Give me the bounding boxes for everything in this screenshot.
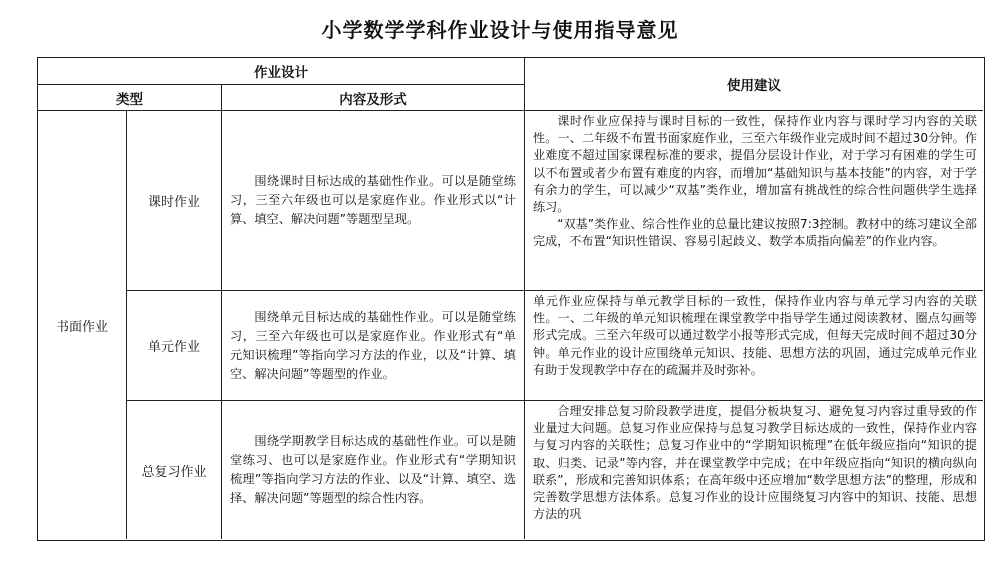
row-type-review: 总复习作业 xyxy=(127,401,222,539)
header-advice: 使用建议 xyxy=(525,58,983,111)
row-advice-unit xyxy=(525,291,983,401)
advice-paragraph: 课时作业应保持与课时目标的一致性，保持作业内容与课时学习内容的关联性。一、二年级不布置书面家庭作业，三至六年级作业完成时间不超过30分钟。作业难度不超过国家课程标准的要求，提倡分层设计作业，对于学习有困难的学生可以不布置或者少布置有难度的内容，而增加“基础知识与基本技能”的内容，对于学有余力的学生，可以减少“双基”类作业，增加富有挑战性的综合性问题供学生选择练习。 xyxy=(533,114,977,215)
header-design: 作业设计 xyxy=(38,58,525,85)
row-content-review xyxy=(222,401,525,539)
advice-paragraph: “双基”类作业、综合性作业的总量比建议按照7:3控制。教材中的练习建议全部完成，不布置“知识性错误、容易引起歧义、数学本质指向偏差”的作业内容。 xyxy=(533,217,977,249)
guidance-table xyxy=(37,57,985,541)
row-content-lesson xyxy=(222,111,525,291)
content-text: 围绕课时目标达成的基础性作业。可以是随堂练习，三至六年级也可以是家庭作业。作业形式以“计算、填空、解决问题”等题型呈现。 xyxy=(230,174,516,226)
row-advice-review xyxy=(525,401,983,539)
header-type: 类型 xyxy=(38,85,222,111)
category-written: 书面作业 xyxy=(38,111,127,539)
content-text: 围绕单元目标达成的基础性作业。可以是随堂练习，三至六年级也可以是家庭作业。作业形式有“单元知识梳理”等指向学习方法的作业，以及“计算、填空、解决问题”等题型的作业。 xyxy=(230,309,516,381)
row-advice-lesson xyxy=(525,111,983,291)
content-text: 围绕学期教学目标达成的基础性作业。可以是随堂练习、也可以是家庭作业。作业形式有“学期知识梳理”等指向学习方法的作业、以及“计算、填空、选择、解决问题”等题型的综合性内容。 xyxy=(230,434,516,505)
advice-paragraph: 单元作业应保持与单元教学目标的一致性，保持作业内容与单元学习内容的关联性。一、二年级的单元知识梳理在课堂教学中指导学生通过阅读教材、圈点勾画等形式完成。三至六年级可以通过数学小报等形式完成，但每天完成时间不超过30分钟。单元作业的设计应围绕单元知识、技能、思想方法的巩固，通过完成单元作业有助于发现教学中存在的疏漏并及时弥补。 xyxy=(533,294,977,377)
page-title: 小学数学学科作业设计与使用指导意见 xyxy=(321,18,679,42)
row-type-lesson: 课时作业 xyxy=(127,111,222,291)
header-content: 内容及形式 xyxy=(222,85,525,111)
row-type-unit: 单元作业 xyxy=(127,291,222,401)
advice-paragraph: 合理安排总复习阶段教学进度，提倡分板块复习、避免复习内容过重导致的作业量过大问题。总复习作业应保持与总复习教学目标达成的一致性，保持作业内容与复习内容的关联性；总复习作业中的“学期知识梳理”在低年级应指向“知识的提取、归类、记录”等内容，并在课堂教学中完成；在中年级应指向“知识的横向纵向联系”，形成和完善知识体系；在高年级中还应增加“数学思想方法”的整理，形成和完善数学思想方法体系。总复习作业的设计应围绕复习内容中的知识、技能、思想方法的巩 xyxy=(533,404,977,522)
row-content-unit xyxy=(222,291,525,401)
